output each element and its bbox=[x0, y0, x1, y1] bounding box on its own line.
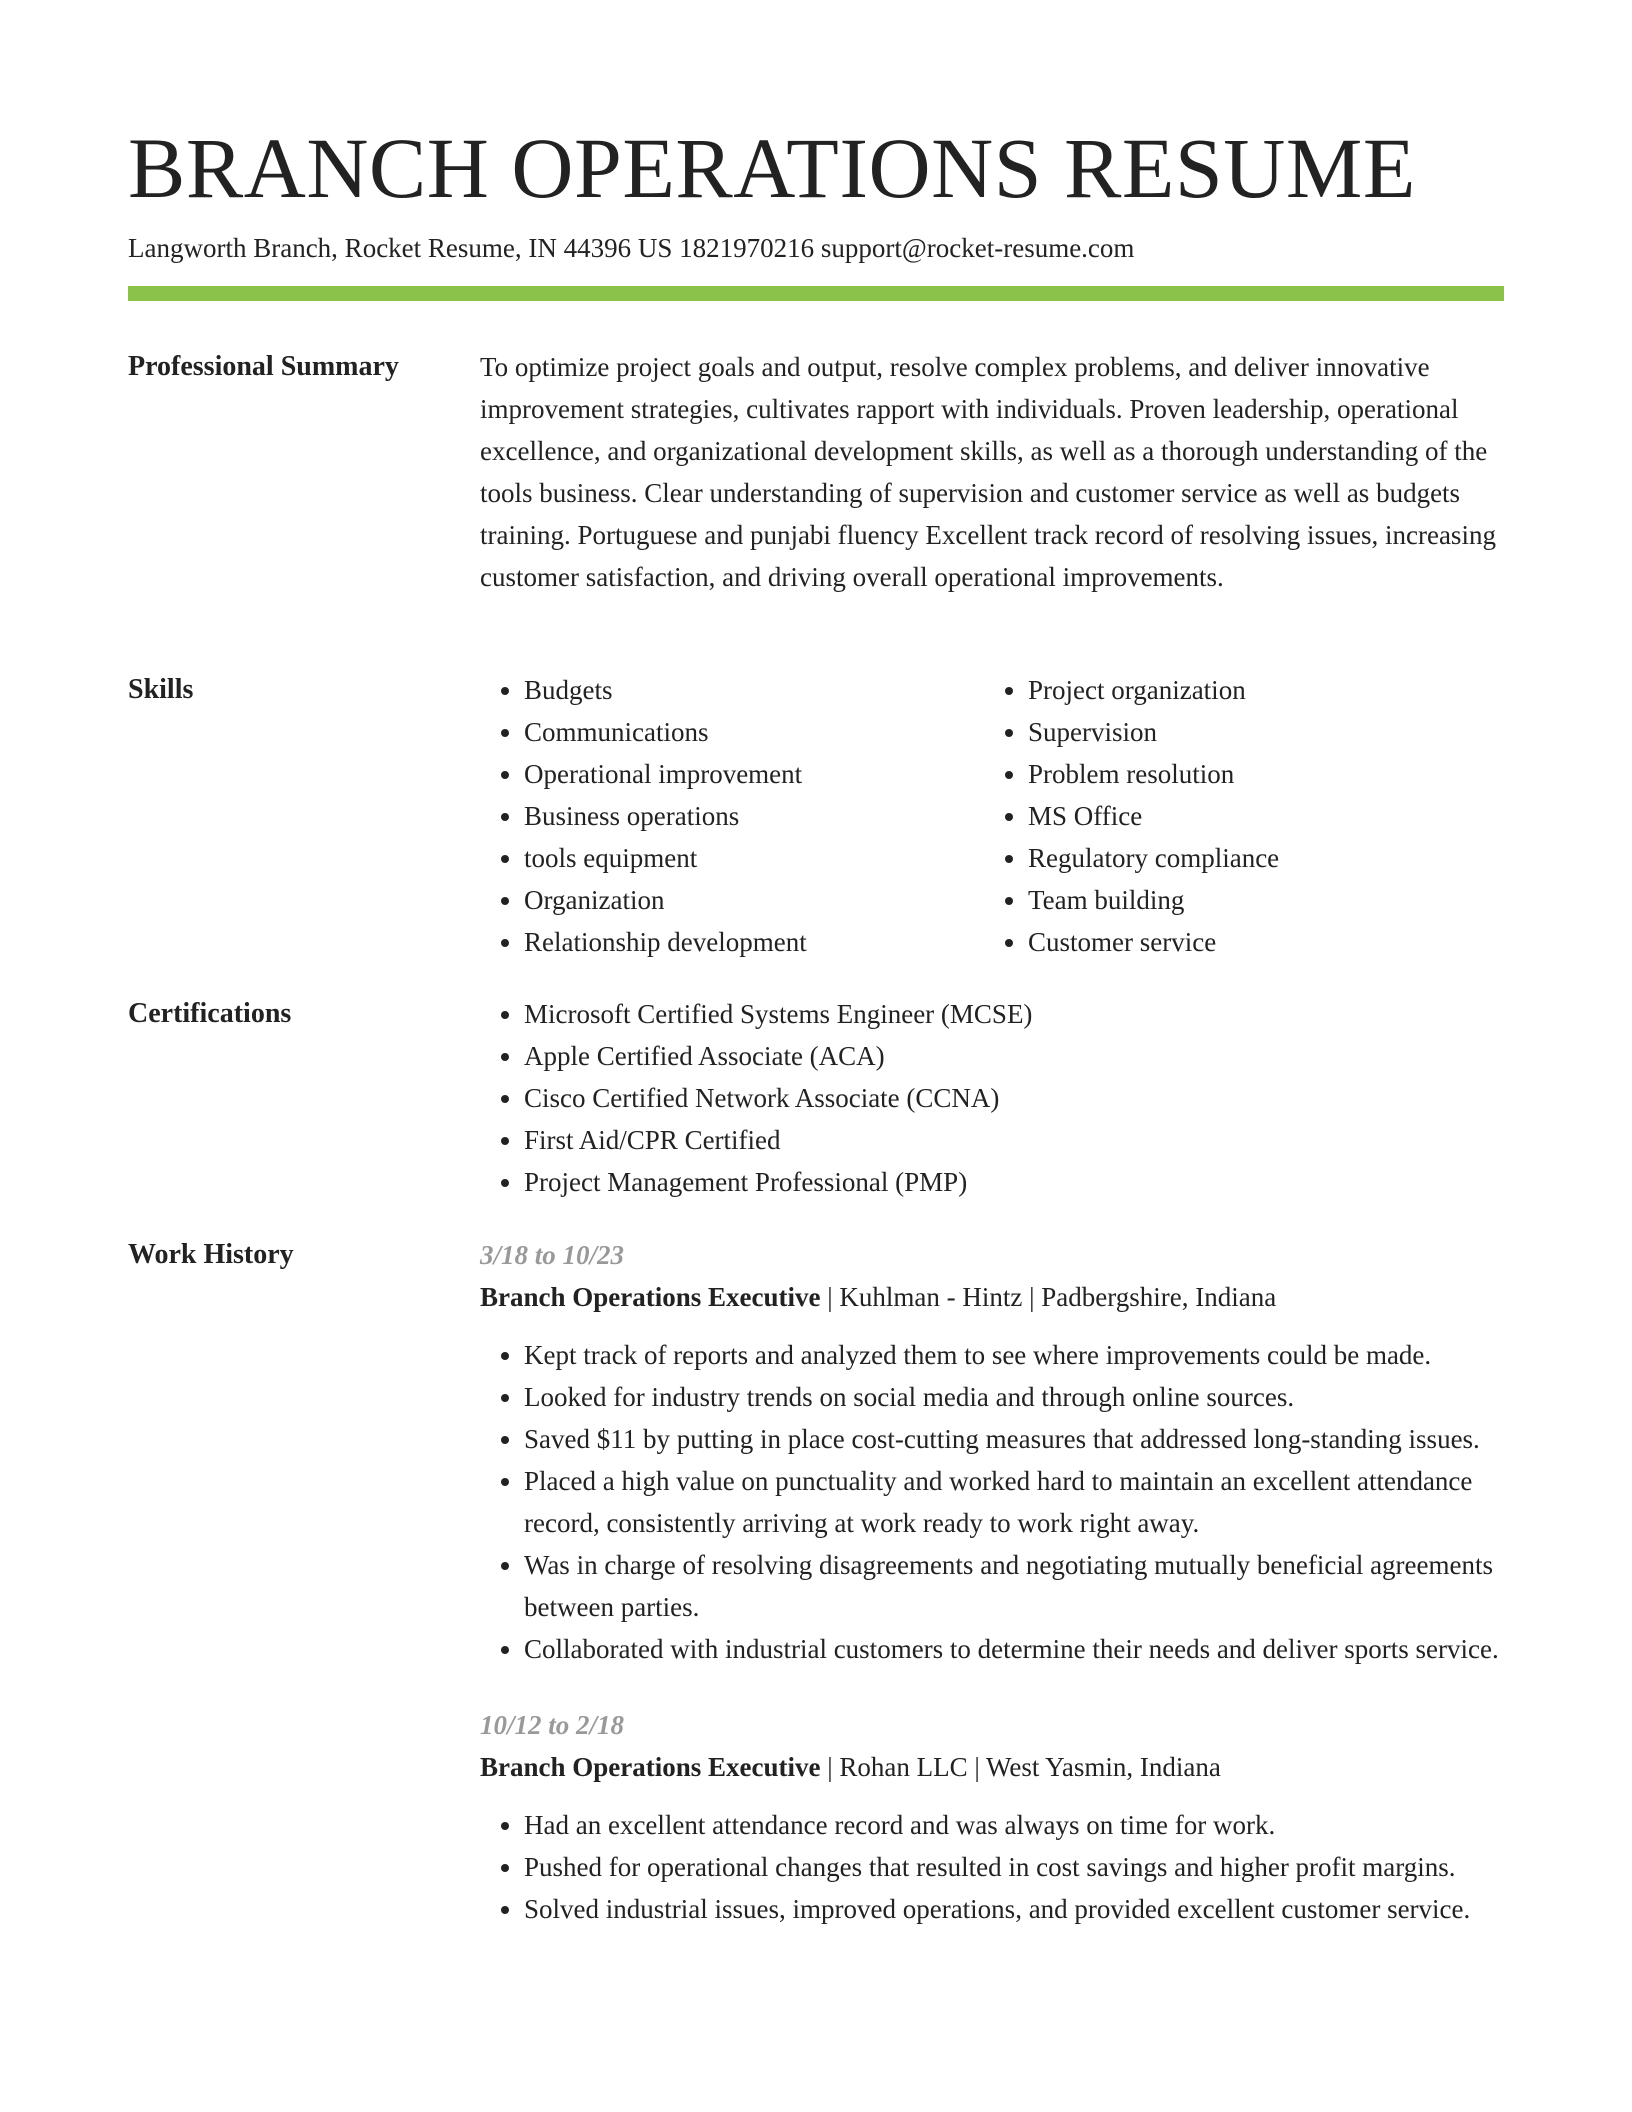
job-heading bbox=[480, 1746, 1504, 1788]
list-item: • Looked for industry trends on social media and through online sources. bbox=[524, 1376, 1504, 1418]
skills-list-left bbox=[480, 669, 984, 963]
job-dates: 3/18 to 10/23 bbox=[480, 1240, 625, 1270]
job-title: Branch Operations Executive bbox=[480, 1752, 821, 1782]
list-item: • Solved industrial issues, improved operations, and provided excellent customer service. bbox=[524, 1888, 1504, 1930]
list-item: • Organization bbox=[524, 879, 984, 921]
section-label: Certifications bbox=[128, 998, 292, 1029]
job-bullets bbox=[480, 1334, 1504, 1670]
list-item: • tools equipment bbox=[524, 837, 984, 879]
list-item: • Project Management Professional (PMP) bbox=[524, 1161, 1504, 1203]
section-label: Professional Summary bbox=[128, 351, 399, 382]
list-item: • MS Office bbox=[1028, 795, 1488, 837]
list-item: • Cisco Certified Network Associate (CCNA) bbox=[524, 1077, 1504, 1119]
section-label: Work History bbox=[128, 1239, 294, 1270]
list-item: • Had an excellent attendance record and was always on time for work. bbox=[524, 1804, 1504, 1846]
list-item: • Relationship development bbox=[524, 921, 984, 963]
job-entry bbox=[480, 1704, 1504, 1930]
job-entry bbox=[480, 1234, 1504, 1670]
section-label: Skills bbox=[128, 674, 194, 705]
job-heading bbox=[480, 1276, 1504, 1318]
job-dates: 10/12 to 2/18 bbox=[480, 1710, 625, 1740]
list-item: • Problem resolution bbox=[1028, 753, 1488, 795]
list-item: • First Aid/CPR Certified bbox=[524, 1119, 1504, 1161]
list-item: • Operational improvement bbox=[524, 753, 984, 795]
list-item: • Microsoft Certified Systems Engineer (MCSE) bbox=[524, 993, 1504, 1035]
list-item: • Customer service bbox=[1028, 921, 1488, 963]
list-item: • Project organization bbox=[1028, 669, 1488, 711]
summary-text: To optimize project goals and output, resolve complex problems, and deliver innovative improvement strategies, cultivates rapport with individuals. Proven leadership, operational excellence, and organizational development skills, as well as a thorough understanding of the tools business. Clear understanding of supervision and customer service as well as budgets training. Portuguese and punjabi fluency Excellent track record of resolving issues, increasing customer satisfaction, and driving overall operational improvements. bbox=[480, 352, 1496, 592]
list-item: • Supervision bbox=[1028, 711, 1488, 753]
list-item: • Pushed for operational changes that resulted in cost savings and higher profit margins. bbox=[524, 1846, 1504, 1888]
list-item: • Saved $11 by putting in place cost-cutting measures that addressed long-standing issues. bbox=[524, 1418, 1504, 1460]
list-item: • Placed a high value on punctuality and worked hard to maintain an excellent attendance record, consistently arriving at work ready to work right away. bbox=[524, 1460, 1504, 1544]
job-details: | Kuhlman - Hintz | Padbergshire, Indiana bbox=[820, 1282, 1277, 1312]
list-item: • Communications bbox=[524, 711, 984, 753]
list-item: • Collaborated with industrial customers to determine their needs and deliver sports service. bbox=[524, 1628, 1504, 1670]
contact-line: Langworth Branch, Rocket Resume, IN 44396 US 1821970216 support@rocket-resume.com bbox=[128, 233, 1135, 263]
resume-title: BRANCH OPERATIONS RESUME bbox=[128, 120, 1416, 216]
skills-list-right bbox=[984, 669, 1488, 963]
list-item: • Was in charge of resolving disagreements and negotiating mutually beneficial agreements between parties. bbox=[524, 1544, 1504, 1628]
list-item: • Kept track of reports and analyzed them to see where improvements could be made. bbox=[524, 1334, 1504, 1376]
list-item: • Business operations bbox=[524, 795, 984, 837]
job-details: | Rohan LLC | West Yasmin, Indiana bbox=[820, 1752, 1221, 1782]
certifications-list bbox=[480, 993, 1504, 1203]
list-item: • Regulatory compliance bbox=[1028, 837, 1488, 879]
job-bullets bbox=[480, 1804, 1504, 1930]
list-item: • Team building bbox=[1028, 879, 1488, 921]
job-title: Branch Operations Executive bbox=[480, 1282, 821, 1312]
list-item: • Budgets bbox=[524, 669, 984, 711]
list-item: • Apple Certified Associate (ACA) bbox=[524, 1035, 1504, 1077]
accent-divider bbox=[128, 286, 1504, 301]
